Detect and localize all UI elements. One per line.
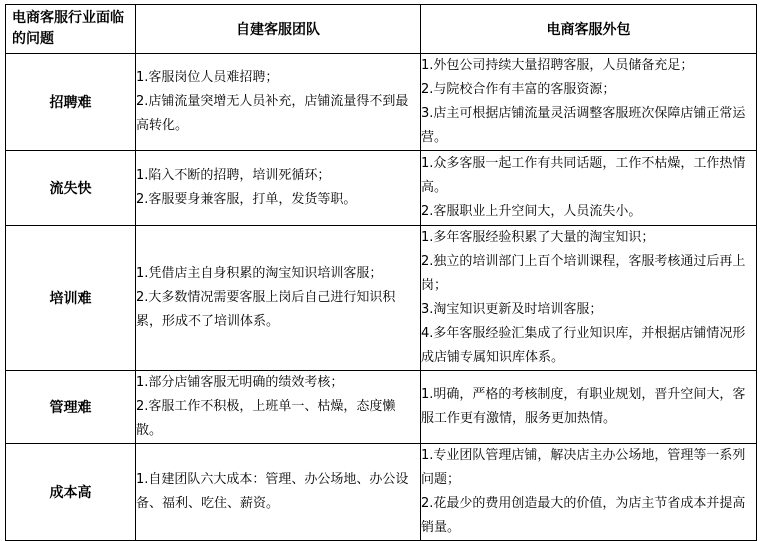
comparison-table: [5, 4, 757, 541]
row-issue: 培训难: [6, 226, 136, 371]
table-row: [6, 371, 757, 444]
self-built-cell: [136, 226, 421, 371]
cell-line: 1.专业团队管理店铺，解决店主办公场地，管理等一系列问题；: [421, 448, 746, 487]
self-built-cell: [136, 444, 421, 541]
cell-line: 1.客服岗位人员难招聘；: [136, 70, 279, 85]
cell-line: 2.大多数情况需要客服上岗后自己进行知识积累，形成不了培训体系。: [136, 290, 396, 329]
table-row: [6, 54, 757, 151]
cell-line: 4.多年客服经验汇集成了行业知识库，并根据店铺情况形成店铺专属知识库体系。: [421, 326, 746, 365]
cell-line: 1.部分店铺客服无明确的绩效考核；: [136, 375, 344, 390]
cell-line: 2.客服工作不积极，上班单一、枯燥，态度懒散。: [136, 399, 396, 438]
cell-line: 2.店铺流量突增无人员补充，店铺流量得不到最高转化。: [136, 94, 409, 133]
cell-line: 2.独立的培训部门上百个培训课程，客服考核通过后再上岗；: [421, 254, 746, 293]
cell-line: 3.淘宝知识更新及时培训客服；: [421, 302, 603, 317]
cell-line: 2.客服要身兼客服，打单，发货等职。: [136, 192, 357, 207]
row-issue: 流失快: [6, 151, 136, 226]
row-issue: 管理难: [6, 371, 136, 444]
table-row: [6, 444, 757, 541]
cell-line: 1.多年客服经验积累了大量的淘宝知识；: [421, 230, 655, 245]
cell-line: 1.外包公司持续大量招聘客服，人员储备充足；: [421, 58, 694, 73]
outsource-cell: [421, 444, 757, 541]
cell-line: 1.陷入不断的招聘，培训死循环；: [136, 168, 331, 183]
cell-line: 2.客服职业上升空间大，人员流失小。: [421, 204, 642, 219]
header-self-built-team: 自建客服团队: [136, 5, 421, 54]
cell-line: 2.与院校合作有丰富的客服资源；: [421, 82, 616, 97]
cell-line: 3.店主可根据店铺流量灵活调整客服班次保障店铺正常运营。: [421, 106, 746, 145]
header-issue: 电商客服行业面临的问题: [6, 5, 136, 54]
outsource-cell: [421, 151, 757, 226]
table-row: [6, 226, 757, 371]
self-built-cell: [136, 371, 421, 444]
self-built-cell: [136, 151, 421, 226]
outsource-cell: [421, 371, 757, 444]
table-row: [6, 151, 757, 226]
header-outsourcing: 电商客服外包: [421, 5, 757, 54]
row-issue: 招聘难: [6, 54, 136, 151]
outsource-cell: [421, 54, 757, 151]
table-header-row: [6, 5, 757, 54]
cell-line: 1.自建团队六大成本：管理、办公场地、办公设备、福利、吃住、薪资。: [136, 472, 409, 511]
row-issue: 成本高: [6, 444, 136, 541]
outsource-cell: [421, 226, 757, 371]
self-built-cell: [136, 54, 421, 151]
cell-line: 1.凭借店主自身积累的淘宝知识培训客服；: [136, 266, 383, 281]
cell-line: 2.花最少的费用创造最大的价值，为店主节省成本并提高销量。: [421, 496, 746, 535]
cell-line: 1.明确，严格的考核制度，有职业规划，晋升空间大，客服工作更有激情，服务更加热情。: [421, 387, 746, 426]
cell-line: 1.众多客服一起工作有共同话题，工作不枯燥，工作热情高。: [421, 156, 746, 195]
